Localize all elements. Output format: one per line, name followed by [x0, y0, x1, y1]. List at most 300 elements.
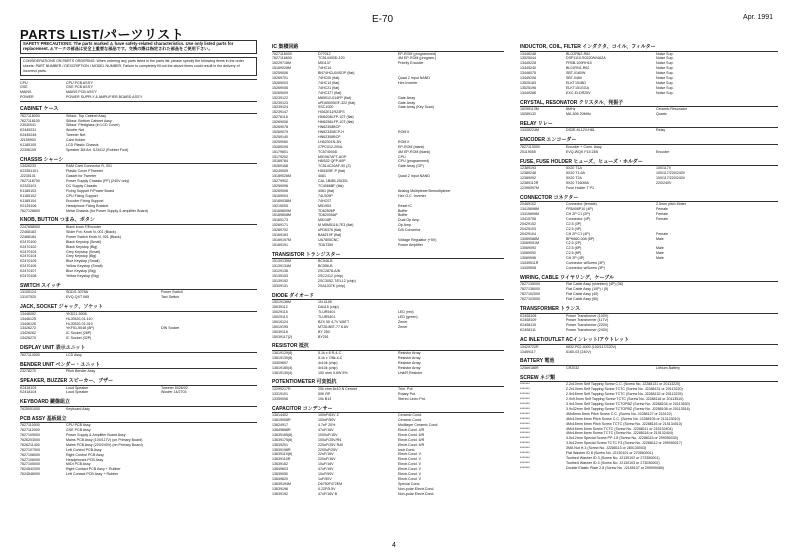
part-description: Connector wiScrew (3P): [566, 261, 605, 266]
part-description: BA6219F (flat): [318, 233, 342, 238]
parts-row: [20, 148, 257, 153]
part-number: *******: [520, 382, 530, 387]
part-description: HN62308BCP: [318, 125, 341, 130]
part-number: 15039112: [272, 305, 288, 310]
part-description: 2SC2878-A/B: [318, 269, 340, 274]
part-number: 15019195: [272, 324, 288, 329]
part-description: Power Transformer (240V): [566, 328, 609, 333]
part-description: TC514C20AF-90 (Z): [318, 164, 351, 169]
part-number: 7627118700: [20, 179, 40, 184]
abbreviation-code: POWER: [20, 95, 34, 100]
abbreviation-meaning: POWER SUPPLY & AMPLIFIER BOARD ASS'Y: [66, 95, 143, 100]
part-description: HG62E11R23FS: [318, 110, 345, 115]
part-remark: Noise Sup.: [656, 61, 674, 66]
part-description: SBT-0460: [566, 76, 582, 81]
part-description: Left Contact PCB Assy + Rubber: [66, 472, 119, 477]
parts-row: [20, 295, 257, 300]
part-remark: Non-polar Electr.Cond.: [398, 491, 435, 496]
part-number: *******: [520, 402, 530, 406]
part-description: 20k ohm 6x10 N Cermet: [318, 386, 357, 391]
part-description: Flat Cable Assy (shielded) (4P) (36): [566, 282, 623, 287]
part-description: HN62308BCP: [318, 134, 341, 139]
part-description: Woofer Net: [66, 128, 85, 133]
part-number: K2418104: [20, 390, 37, 395]
part-description: 6832.P02-4000 (100/117/220V): [566, 344, 617, 349]
part-number: 13426262: [20, 331, 36, 336]
part-number: 7627114000: [20, 352, 40, 357]
part-remark: EP-ROM (programmed): [398, 51, 437, 56]
part-description: 2SC3052-T/EL12 (chip): [318, 278, 356, 283]
part-number: 13525183: [520, 80, 536, 85]
part-remark: ROM II: [398, 130, 410, 134]
part-remark: Quad 2 Input NAND: [398, 76, 430, 81]
part-number: 15139135M: [272, 259, 291, 264]
part-number: 13107520: [20, 295, 36, 300]
part-remark: 220/240V: [656, 180, 672, 185]
part-number: 13639050: [272, 472, 288, 477]
part-description: 220uF/25V R40: [318, 442, 344, 447]
part-remark: Electr.Cond. V: [398, 452, 421, 457]
section-heading: SCREW ネジ類: [520, 375, 778, 383]
part-remark: Zener: [398, 319, 408, 324]
section-heading: RELAY リレー: [520, 121, 778, 129]
part-remark: Dual Op Amp: [398, 218, 420, 223]
part-number: 7627135000: [520, 282, 540, 287]
part-remark: Quartz: [656, 112, 667, 117]
part-number: K2445245: [20, 133, 37, 138]
part-description: Silkscr. Plexiglass (in LCD Cover): [66, 123, 120, 128]
part-description: D6750F472EM: [318, 481, 343, 486]
part-number: 13639194M: [272, 481, 291, 486]
part-number: 2247658900: [20, 224, 40, 229]
part-description: 2.2x10mm Self Tapping Screw C.C. (Screw No. J2288131 or 20113220): [566, 382, 681, 387]
section-heading: INDUCTOR, COIL, FILTER インダクタ、コイル、フィルター: [520, 44, 778, 52]
part-description: Loud Speaker: [66, 390, 89, 395]
part-remark: Resistor Array: [398, 355, 421, 360]
part-description: 3.9x32mm Self Tapping Screw TCTOPBZ (Screw No. J2288108 or 20113516): [566, 406, 690, 411]
part-description: BY251: [318, 334, 329, 339]
part-remark: 100/117/220/240V: [656, 176, 686, 180]
part-description: M51967AFT-AOP: [318, 154, 347, 159]
part-description: 100uF/25V/R4: [318, 437, 342, 442]
part-number: 13639110(8): [272, 452, 293, 457]
part-remark: Reset IC: [398, 203, 412, 208]
part-number: 15259140: [272, 134, 288, 139]
part-description: 1000uF/16V: [318, 432, 338, 437]
part-number: 15019136M: [272, 300, 291, 305]
part-description: Power Transformer (220V): [566, 323, 609, 328]
part-number: 13415698M: [520, 207, 539, 212]
part-description: Gasket for Tweeter: [66, 174, 97, 179]
part-number: K2470107: [20, 269, 37, 274]
part-number: 15129136: [272, 269, 288, 274]
part-description: Black Keystop (Big): [66, 244, 98, 249]
part-remark: Noise Sup.: [656, 66, 674, 71]
part-number: 15029113: [272, 314, 288, 319]
part-number: 13639165(8): [272, 432, 293, 437]
part-description: ELKT151BD: [566, 80, 586, 85]
part-description: Blue Keystop (Big): [66, 269, 96, 274]
part-description: M M5M5116-7E3 (flat): [318, 223, 354, 228]
part-number: 7627102000: [520, 292, 540, 297]
part-remark: Instr.Cond.: [398, 447, 416, 452]
part-number: 7627105000: [20, 462, 40, 467]
part-description: Headphone Fixing Bracket: [66, 203, 109, 208]
part-description: C2.5 (6P): [566, 246, 582, 251]
parts-row: [520, 150, 778, 155]
parts-row: [20, 353, 257, 358]
part-remark: Gate Array (GP): [398, 164, 424, 169]
part-number: 20429103: [520, 226, 536, 231]
part-number: 7627116000: [272, 51, 292, 56]
part-remark: Op Amp: [398, 223, 411, 228]
parts-row: [272, 371, 504, 376]
part-remark: Male: [656, 256, 664, 261]
part-remark: Noise Sup.: [656, 71, 674, 76]
parts-row: [20, 274, 257, 279]
part-number: 13069092: [520, 251, 536, 256]
part-description: LCD Plastic Chassis: [66, 143, 99, 148]
part-description: C2.5 (4P): [566, 226, 582, 231]
part-number: K2125106: [20, 203, 37, 208]
part-description: Left Control PCB Assy: [66, 447, 102, 452]
part-number: 20469102: [520, 202, 536, 207]
part-description: 74HC14: [318, 66, 332, 71]
part-number: 12389193: [520, 166, 536, 171]
part-number: 13839198R: [272, 447, 291, 452]
part-remark: Encoder: [656, 149, 670, 154]
part-remark: Ceramic Cond.: [398, 413, 422, 418]
part-number: 7626211400: [20, 442, 40, 447]
column-1: [20, 40, 257, 477]
part-number: 15239147: [272, 110, 288, 115]
part-description: BN74HCU04SOP (flat): [318, 71, 355, 76]
part-number: *******: [520, 451, 530, 456]
part-number: 13624917: [272, 423, 288, 427]
part-number: 13649620: [272, 476, 288, 481]
part-remark: D/A Convertor: [398, 228, 421, 233]
part-number: 13446052: [20, 311, 36, 316]
part-number: 7625001000: [20, 406, 40, 411]
section-heading: DISPLAY UNIT 表示ユニット: [20, 345, 257, 353]
part-description: 2.9x9.5mm Self Tapping Screw TCTC (Screw No. J2288116 or 20113510): [566, 397, 684, 402]
part-number: *******: [520, 421, 530, 426]
part-number: 13415699M: [520, 212, 539, 217]
part-description: RAM Card Connector R, 001: [66, 164, 112, 169]
part-description: HM6208LFP-10T (flat): [318, 115, 354, 120]
part-number: J2235101: [20, 174, 36, 179]
part-description: CR2032: [566, 365, 580, 370]
part-number: *******: [520, 436, 530, 441]
part-number: 15169191: [272, 242, 288, 247]
part-description: CPU Fixing Support: [66, 193, 98, 198]
part-description: CH 2P C1 (2P): [566, 212, 590, 217]
part-number: 7627112000: [20, 428, 40, 433]
part-number: 15239124: [272, 105, 288, 110]
part-number: 13639162: [272, 462, 288, 467]
part-description: 4Mx10mm 6mm Pitch Screw C.C. (Screw No. J2288105 or 213123010): [566, 416, 680, 421]
part-number: 13639175(8): [272, 437, 293, 442]
part-description: 4Mx16mm 6mm Pitch Screw TCTC (Screw No. J2288116 or 215134010): [566, 421, 682, 426]
part-number: 15169197M: [272, 237, 291, 242]
part-description: 3.5x12mm Special Screw TCTC F3 (Screw No. J2288112 or 299090017): [566, 441, 682, 446]
part-description: Fuse Holder T P1: [566, 185, 595, 190]
part-number: 13525044: [520, 56, 536, 61]
part-description: 47uF/16V: [318, 467, 334, 472]
part-description: SSC1000: [318, 105, 334, 110]
part-description: 5X20 T160MA: [566, 180, 589, 185]
part-description: YKD21-5006: [66, 311, 87, 316]
part-remark: Resistor Array: [398, 365, 421, 370]
part-remark: Resistor Array: [398, 360, 421, 365]
part-remark: Electr.Cond. 6/R: [398, 437, 425, 442]
part-number: 13639192: [272, 491, 288, 496]
part-number: 15269079: [272, 130, 288, 134]
part-number: 7627116600: [272, 56, 292, 61]
part-description: Silkscr. Top Cabinet Assy: [66, 113, 107, 118]
part-number: 13525196: [520, 85, 536, 90]
part-description: Connector wiScrew (3P): [566, 266, 605, 270]
part-description: CH 2P C1 (4P): [566, 231, 590, 236]
part-number: 15269205: [272, 144, 288, 149]
part-description: EVQ-QXT 065: [66, 295, 90, 300]
section-heading: CONNECTOR コネクター: [520, 195, 778, 203]
part-remark: Hex Inverter: [398, 80, 418, 85]
parts-row: [520, 366, 778, 371]
part-number: K2458109: [520, 318, 537, 323]
parts-row: [520, 91, 778, 96]
part-remark: Electr.Cond. 6/R: [398, 442, 425, 447]
part-description: HLJ0520-01-010: [66, 321, 93, 326]
part-number: 13439508: [520, 266, 536, 270]
part-remark: Priority Encoder: [398, 61, 424, 66]
part-number: 15259006: [272, 71, 288, 76]
part-description: 2200uF/25V: [318, 447, 338, 452]
part-description: DSP1110-S0220/W4A2A: [566, 56, 606, 61]
part-description: 220uF/16V: [318, 457, 336, 462]
part-number: 15019124: [272, 319, 288, 324]
part-number: 13359006: [272, 396, 288, 401]
part-remark: Electr.Cond. 6/R: [398, 432, 425, 437]
part-number: 7627113000: [520, 144, 540, 149]
part-description: 5.1k x 7/8k-4-C: [318, 355, 343, 360]
part-description: 10uF/50V: [318, 472, 334, 477]
part-description: 1uF/50V: [318, 476, 332, 481]
part-description: Metal Chassis (for Power Supply & amplifier Board): [66, 208, 148, 213]
part-remark: Gate Array: [398, 100, 416, 105]
section-heading: PCB ASSY 基板組立: [20, 416, 257, 424]
part-number: 7627107000: [20, 447, 40, 452]
part-number: 13435224M: [520, 128, 539, 133]
part-number: 13619130(8): [272, 355, 293, 360]
part-number: 13446248: [520, 51, 536, 56]
part-remark: Special Cond.: [398, 481, 421, 486]
part-remark: Noise Sup.: [656, 76, 674, 81]
part-number: 13445240: [520, 66, 536, 71]
abbreviation-code: MAINS: [20, 90, 32, 95]
part-description: 5X20 T1A: [566, 166, 582, 171]
part-number: 15189026M: [272, 174, 291, 179]
part-description: Mains PCB Assy (220/240V) (on Primary Board): [66, 442, 143, 447]
part-number: 23278270: [20, 369, 36, 374]
part-description: M51953: [318, 203, 331, 208]
part-description: CPU PCB Assy: [66, 423, 91, 428]
part-description: Power Supply & Amplifier Board Assy: [66, 433, 126, 438]
part-remark: EP-ROM (blank): [398, 144, 425, 149]
part-description: UA7805CNC: [318, 237, 339, 242]
part-remark: Buffer: [398, 208, 408, 213]
part-description: Headphones PCB Assy: [66, 457, 104, 462]
part-description: TC574000D: [318, 149, 338, 154]
part-number: 15269006: [272, 85, 288, 90]
abbreviation-meaning: CPU PCB ASS'Y: [66, 80, 94, 85]
abbreviations-table: [20, 79, 257, 103]
part-description: 4x10k (chip): [318, 360, 338, 365]
part-remark: DIN Socket: [161, 326, 180, 331]
part-description: SDDG-3078A: [66, 290, 88, 295]
part-description: BL01RN1-R62: [566, 66, 590, 71]
part-number: K2458110: [520, 323, 537, 328]
part-number: 15269009: [272, 90, 288, 95]
part-description: 50K RP: [318, 391, 331, 396]
part-number: 12389248: [520, 171, 536, 176]
part-description: TDA7350: [318, 242, 334, 247]
part-description: Black Keystop (Small): [66, 239, 102, 244]
part-number: 13639110R: [272, 457, 291, 462]
part-remark: LED (red): [398, 310, 414, 314]
part-description: C2.5 (3P): [566, 221, 582, 226]
part-number: 13446075: [520, 71, 536, 76]
part-description: Silkscr. Bottom Cabinet Assy: [66, 118, 112, 123]
part-number: 15169173: [272, 218, 288, 223]
part-description: Toothed Washer ID 3 (Screw No. J2130102 or 273350001): [566, 455, 660, 460]
abbreviation-meaning: MAINS PCB ASS'Y: [66, 90, 97, 95]
part-description: Loud Speaker: [66, 385, 89, 390]
part-description: Flat Cable Assy (50): [566, 297, 599, 302]
part-remark: Trim. Pot.: [398, 386, 414, 391]
section-heading: JACK, SOCKET ジャック、ソケット: [20, 304, 257, 312]
part-description: D77012: [318, 51, 331, 56]
part-remark: CPU (programmed): [398, 159, 430, 164]
part-number: 13649603: [272, 467, 288, 472]
part-description: H8/532 QFP-80P: [318, 159, 346, 164]
part-remark: Ceramic Resonator: [656, 107, 687, 112]
part-number: 13069096: [520, 256, 536, 261]
part-number: 13069091M: [520, 241, 539, 246]
part-number: K23351101: [20, 169, 39, 174]
part-number: 7627106000: [20, 457, 40, 462]
part-number: 15289132: [520, 112, 536, 117]
part-description: TD62005AP: [318, 213, 338, 218]
part-number: 15139134M: [272, 264, 291, 269]
part-description: Power Switch Knob N, 001 (Black): [66, 234, 121, 239]
part-remark: Tweeter 5026/02: [161, 385, 188, 390]
part-description: BC546-B: [318, 259, 333, 264]
part-remark: Male: [656, 251, 664, 256]
part-number: 15279902: [272, 179, 288, 184]
part-description: C2.5 (2P): [566, 241, 582, 246]
part-description: M51137: [318, 61, 331, 66]
part-description: 0.22F/5.5V: [318, 486, 336, 491]
part-number: 12569188R: [520, 365, 539, 370]
part-remark: Relay: [656, 128, 666, 133]
parts-row: [272, 335, 504, 340]
part-number: *******: [520, 406, 530, 411]
part-number: 15169038M: [272, 198, 291, 203]
safety-note-text: SAFETY PRECAUTIONS: The parts marked ⚠ have safety-related characteristics. Use only listed parts for replacement. ⚠マークの部品は安全上重要な部品です。交換の際は指定された部品をご使用下さい。: [23, 41, 234, 51]
part-remark: Male: [656, 236, 664, 241]
part-number: K2470103: [20, 249, 37, 254]
part-number: 22468184: [20, 234, 36, 239]
part-number: 13639201: [272, 442, 288, 447]
part-description: DS2E-M-12V-H81: [566, 128, 595, 133]
part-number: 7627103000: [520, 297, 540, 302]
abbreviation-meaning: GSE PCB ASS'Y: [66, 85, 94, 90]
part-description: 100nF/50V: [318, 418, 336, 423]
part-number: *******: [520, 416, 530, 421]
part-remark: Power Switch: [161, 290, 183, 295]
part-description: EXC-ELDR25V: [566, 90, 591, 95]
part-description: uPD6376 (flat): [318, 228, 342, 233]
part-description: LH62301N-3N: [318, 139, 341, 144]
part-number: 15299113M: [520, 107, 539, 112]
part-number: K1185102: [20, 193, 37, 198]
part-description: Power Transformer (100V): [566, 313, 609, 318]
parts-row: [20, 472, 257, 477]
section-heading: SPEAKER, BUZZER スピーカー、ブザー: [20, 378, 257, 386]
part-description: M65012-014FP (flat): [318, 95, 351, 100]
part-remark: Zener: [398, 324, 408, 329]
section-heading: DIODE ダイオード: [272, 293, 504, 301]
part-description: Mains PCB Assy (100/117V) (on Primary Board): [66, 437, 143, 442]
part-description: GSE PCB Assy: [66, 428, 91, 433]
part-remark: Female: [656, 212, 668, 217]
part-number: 13446126: [20, 321, 36, 326]
part-number: K1185104: [20, 198, 37, 203]
part-number: K2470102: [20, 244, 37, 249]
parts-row: [272, 243, 504, 248]
part-description: Right Control PCB Assy: [66, 452, 104, 457]
header-date: Apr. 1991: [743, 14, 773, 21]
ordering-note-box: [20, 57, 257, 76]
part-description: 2SA1037K (chip): [318, 283, 346, 288]
part-description: TLUR5401: [318, 310, 336, 314]
part-number: 13429722R: [520, 344, 539, 349]
part-description: 74HC07: [318, 198, 332, 203]
part-number: 7627118100: [20, 118, 40, 123]
section-heading: BATTERY 電池: [520, 358, 778, 366]
part-remark: Woofer 14/2703: [161, 390, 187, 395]
section-heading: FUSE, FUSE HOLDER ヒューズ、ヒューズ・ホルダー: [520, 159, 778, 167]
part-description: Flat Washer ID 8 (Screw No. J2130101 or 270560001): [566, 451, 653, 456]
page-number: 4: [392, 542, 396, 549]
part-number: 13105124: [20, 290, 36, 295]
part-remark: Electr.Cond. 4/R: [398, 427, 425, 432]
safety-note-box: [20, 40, 257, 54]
part-description: Pitch Bender Assy: [66, 369, 96, 374]
part-number: 13319101: [272, 391, 288, 396]
part-remark: Multilayer Ceramic Cond.: [398, 423, 439, 427]
column-3: [520, 40, 778, 471]
part-number: 15039117(2): [272, 334, 293, 339]
part-number: K2470104: [20, 254, 37, 259]
part-number: K2470108: [20, 274, 37, 279]
part-number: 15169183: [272, 233, 288, 238]
part-description: Right Contact PCB Assy + Rubber: [66, 467, 121, 472]
part-description: 4Mx18mm 6mm Screw TCTC (Screw No. J2288118 or 215132404): [566, 431, 673, 436]
part-number: *******: [520, 397, 530, 402]
abbreviation-row: [20, 95, 257, 100]
